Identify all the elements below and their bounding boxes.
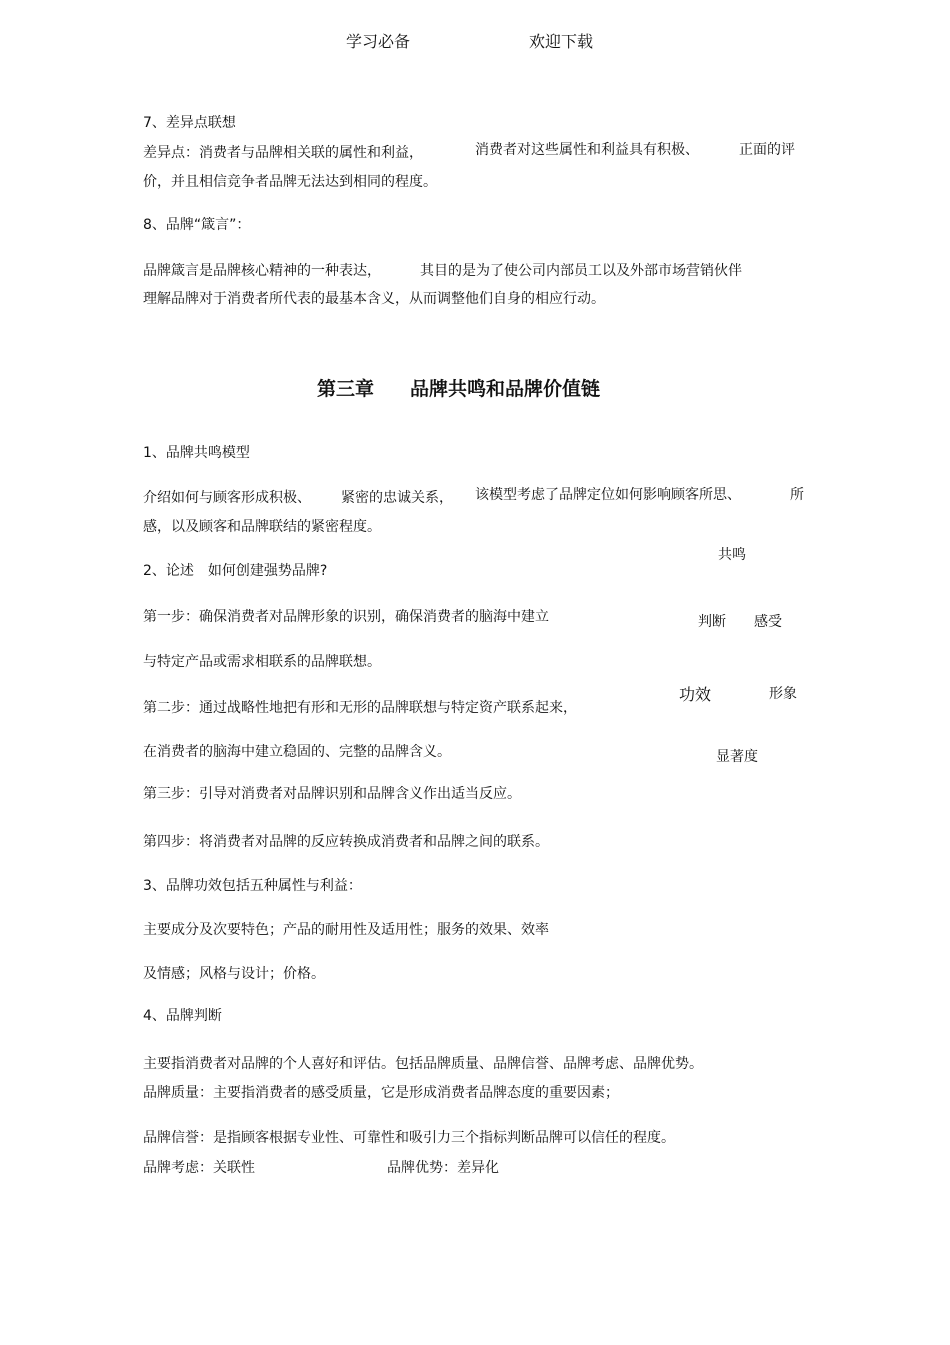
ch3-2-step1: 第一步：确保消费者对品牌形象的识别，确保消费者的脑海中建立 bbox=[143, 609, 549, 625]
ch3-2-step2: 第二步：通过战略性地把有形和无形的品牌联想与特定资产联系起来， bbox=[143, 700, 577, 716]
section-7-text: 价，并且相信竞争者品牌无法达到相同的程度。 bbox=[143, 174, 437, 190]
ch3-1-text: 感，以及顾客和品牌联结的紧密程度。 bbox=[143, 519, 381, 535]
ch3-1-text: 紧密的忠诚关系， bbox=[341, 490, 453, 506]
section-7-text: 差异点：消费者与品牌相关联的属性和利益， bbox=[143, 145, 423, 161]
ch3-4-text: 主要指消费者对品牌的个人喜好和评估。包括品牌质量、品牌信誉、品牌考虑、品牌优势。 bbox=[143, 1056, 703, 1072]
pyramid-imagery: 形象 bbox=[769, 686, 797, 702]
ch3-2-step2: 在消费者的脑海中建立稳固的、完整的品牌含义。 bbox=[143, 744, 451, 760]
ch3-3-title: 3、品牌功效包括五种属性与利益： bbox=[143, 878, 362, 894]
pyramid-salience: 显著度 bbox=[716, 749, 758, 765]
ch3-1-text: 该模型考虑了品牌定位如何影响顾客所思、 bbox=[475, 487, 741, 503]
section-7-text: 消费者对这些属性和利益具有积极、 bbox=[475, 142, 699, 158]
ch3-2-title: 2、论述 如何创建强势品牌? bbox=[143, 563, 328, 579]
ch3-2-step4: 第四步：将消费者对品牌的反应转换成消费者和品牌之间的联系。 bbox=[143, 834, 549, 850]
chapter-title: 品牌共鸣和品牌价值链 bbox=[410, 378, 601, 400]
header-left: 学习必备 bbox=[346, 32, 411, 51]
ch3-1-title: 1、品牌共鸣模型 bbox=[143, 445, 250, 461]
ch3-1-text: 所 bbox=[790, 487, 804, 503]
pyramid-performance: 功效 bbox=[679, 685, 712, 704]
ch3-4-text: 品牌质量：主要指消费者的感受质量，它是形成消费者品牌态度的重要因素； bbox=[143, 1085, 619, 1101]
ch3-4-text: 品牌考虑：关联性 bbox=[143, 1160, 255, 1176]
ch3-3-text: 主要成分及次要特色；产品的耐用性及适用性；服务的效果、效率 bbox=[143, 922, 549, 938]
section-8-text: 品牌箴言是品牌核心精神的一种表达， bbox=[143, 263, 381, 279]
section-8-title: 8、品牌“箴言”： bbox=[143, 217, 251, 233]
header-right: 欢迎下载 bbox=[529, 32, 594, 51]
section-8-text: 理解品牌对于消费者所代表的最基本含义，从而调整他们自身的相应行动。 bbox=[143, 291, 605, 307]
ch3-4-text: 品牌优势：差异化 bbox=[387, 1160, 499, 1176]
section-8-text: 其目的是为了使公司内部员工以及外部市场营销伙伴 bbox=[420, 263, 742, 279]
ch3-3-text: 及情感；风格与设计；价格。 bbox=[143, 966, 325, 982]
ch3-4-text: 品牌信誉：是指顾客根据专业性、可靠性和吸引力三个指标判断品牌可以信任的程度。 bbox=[143, 1130, 675, 1146]
ch3-1-text: 介绍如何与顾客形成积极、 bbox=[143, 490, 311, 506]
pyramid-resonance: 共鸣 bbox=[718, 547, 746, 563]
ch3-2-step3: 第三步：引导对消费者对品牌识别和品牌含义作出适当反应。 bbox=[143, 786, 521, 802]
chapter-number: 第三章 bbox=[317, 378, 375, 400]
pyramid-judgment: 判断 bbox=[698, 614, 726, 630]
section-7-title: 7、差异点联想 bbox=[143, 115, 236, 131]
ch3-2-step1: 与特定产品或需求相联系的品牌联想。 bbox=[143, 654, 381, 670]
pyramid-feeling: 感受 bbox=[754, 614, 782, 630]
section-7-text: 正面的评 bbox=[739, 142, 795, 158]
ch3-4-title: 4、品牌判断 bbox=[143, 1008, 222, 1024]
